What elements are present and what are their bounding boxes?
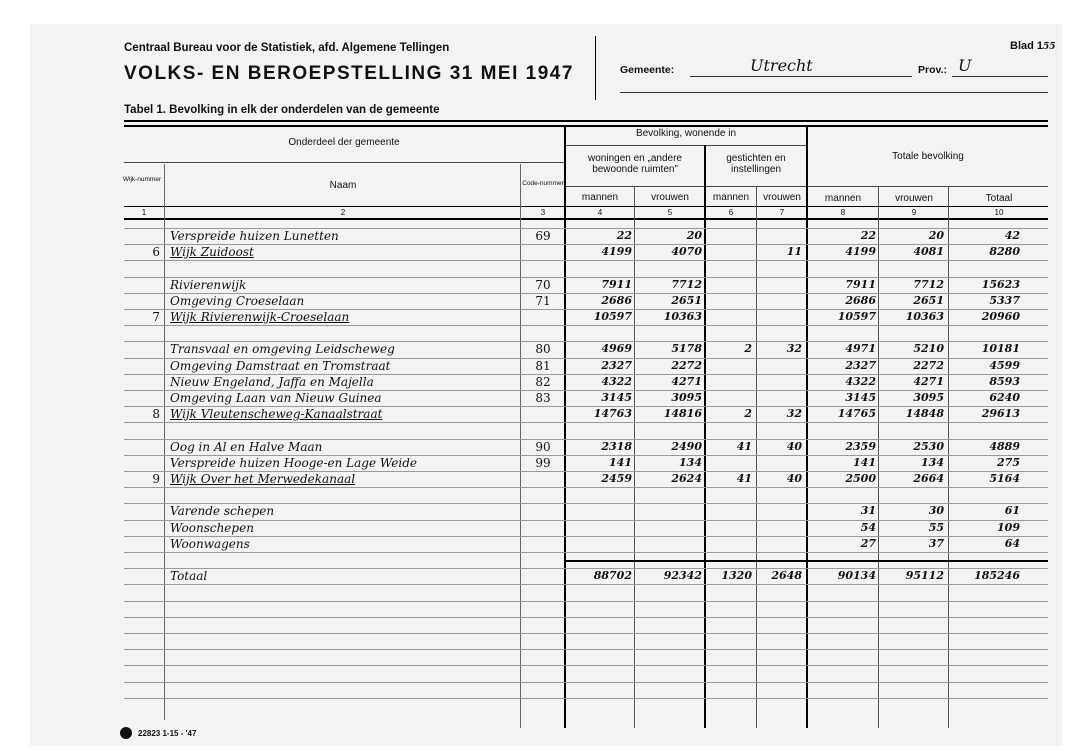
bureau-line: Centraal Bureau voor de Statistiek, afd. Algemene Tellingen <box>124 42 450 54</box>
value-wm: 22 <box>616 229 632 242</box>
value-tm: 2686 <box>845 294 876 307</box>
value-wv: 10363 <box>663 310 702 323</box>
value-tm: 22 <box>860 229 876 242</box>
value-wv: 3095 <box>671 391 702 404</box>
value-tm: 14765 <box>837 407 876 420</box>
table-title: Tabel 1. Bevolking in elk der onderdelen van de gemeente <box>124 104 440 116</box>
prov-value: U <box>958 56 972 75</box>
code-number: 99 <box>535 456 551 470</box>
value-wm: 10597 <box>593 310 632 323</box>
gestichten-header: gestichten en instellingen <box>726 153 786 175</box>
value-wm: 2459 <box>601 472 632 485</box>
totaal-totaal-header: Totaal <box>985 193 1013 204</box>
row-rule <box>124 665 1048 666</box>
totaal-mannen-header: mannen <box>824 193 862 204</box>
value-tm: 3145 <box>845 391 876 404</box>
value-tv: 4271 <box>913 375 944 388</box>
bevolking-wonende-rule <box>566 145 808 146</box>
naam-header: Naam <box>329 180 357 191</box>
total-rule <box>564 560 1048 562</box>
value-tv: 20 <box>928 229 944 242</box>
value-tm: 2327 <box>845 359 876 372</box>
totaal-vrouwen-header: vrouwen <box>895 193 933 204</box>
value-tv: 3095 <box>913 391 944 404</box>
row-name: Totaal <box>170 569 208 583</box>
value-tt: 8280 <box>989 245 1020 258</box>
woningen-header: woningen en „andere bewoonde ruimten” <box>588 153 682 175</box>
value-tv: 95112 <box>905 569 944 582</box>
gestichten-col-line <box>806 125 808 728</box>
value-tm: 141 <box>853 456 876 469</box>
value-tt: 15623 <box>981 278 1020 291</box>
woningen-vrouwen-header: vrouwen <box>651 192 689 203</box>
row-name: Nieuw Engeland, Jaffa en Majella <box>170 375 374 389</box>
value-tm: 10597 <box>837 310 876 323</box>
value-wv: 2272 <box>671 359 702 372</box>
value-tt: 8593 <box>989 375 1020 388</box>
row-rule <box>124 601 1048 602</box>
value-tv: 5210 <box>913 342 944 355</box>
table-title-rule <box>124 120 1048 122</box>
blad-number: 55 <box>1043 42 1056 52</box>
wijk-header: Wijk-nummer <box>122 176 162 183</box>
prov-line <box>952 76 1048 77</box>
gemeente-label: Gemeente: <box>620 64 675 76</box>
value-wm: 88702 <box>593 569 632 582</box>
blad-label-text: Blad 1 <box>1010 40 1044 52</box>
row-name: Wijk Over het Merwedekanaal <box>170 472 356 486</box>
value-gm: 1320 <box>721 569 752 582</box>
onderdeel-header: Onderdeel der gemeente <box>288 137 400 148</box>
row-rule <box>124 649 1048 650</box>
prov-label: Prov.: <box>918 64 947 76</box>
row-rule <box>124 617 1048 618</box>
row-rule <box>124 552 1048 553</box>
value-tv: 134 <box>921 456 944 469</box>
header-divider <box>595 36 596 100</box>
wijk-number: 9 <box>152 472 160 486</box>
naam-col-line <box>520 164 521 728</box>
row-name: Transvaal en omgeving Leidscheweg <box>170 342 395 356</box>
value-tt: 4889 <box>989 440 1020 453</box>
value-tm: 2500 <box>845 472 876 485</box>
code-header: Code-nummer <box>522 180 564 187</box>
code-number: 71 <box>535 294 551 308</box>
print-code: 22823 1-15 - '47 <box>138 729 197 738</box>
wijk-col-line <box>164 164 165 720</box>
value-tt: 5337 <box>989 294 1020 307</box>
value-tv: 14848 <box>905 407 944 420</box>
column-number: 1 <box>141 208 147 217</box>
wijk-number: 8 <box>152 407 160 421</box>
value-tm: 54 <box>860 521 876 534</box>
row-rule <box>124 325 1048 326</box>
value-tm: 7911 <box>845 278 876 291</box>
code-col-line <box>564 125 566 728</box>
row-name: Oog in Al en Halve Maan <box>170 440 323 454</box>
row-name: Omgeving Croeselaan <box>170 294 305 308</box>
value-tt: 64 <box>1004 537 1020 550</box>
row-name: Wijk Zuidoost <box>170 245 254 259</box>
value-tm: 4199 <box>845 245 876 258</box>
column-number: 3 <box>540 208 546 217</box>
row-name: Woonschepen <box>170 521 254 535</box>
form-title: VOLKS- EN BEROEPSTELLING 31 MEI 1947 <box>124 63 574 84</box>
gm-col-line <box>756 186 757 728</box>
wijk-number: 7 <box>152 310 160 324</box>
value-wm: 2327 <box>601 359 632 372</box>
value-wv: 5178 <box>671 342 702 355</box>
value-tm: 2359 <box>845 440 876 453</box>
code-number: 81 <box>535 359 551 373</box>
value-wm: 14763 <box>593 407 632 420</box>
gestichten-mannen-header: mannen <box>712 192 750 203</box>
value-gv: 32 <box>786 407 802 420</box>
tv-col-line <box>948 186 949 728</box>
blad-label <box>1010 40 1056 52</box>
value-wm: 7911 <box>601 278 632 291</box>
value-wv: 2624 <box>671 472 702 485</box>
value-wm: 3145 <box>601 391 632 404</box>
gemeente-line <box>690 76 912 77</box>
value-tt: 29613 <box>981 407 1020 420</box>
value-wm: 2318 <box>601 440 632 453</box>
row-name: Wijk Rivierenwijk-Croeselaan <box>170 310 350 324</box>
value-tt: 42 <box>1004 229 1020 242</box>
value-tv: 2272 <box>913 359 944 372</box>
value-gv: 40 <box>786 472 802 485</box>
value-gm: 2 <box>744 407 752 420</box>
row-name: Verspreide huizen Lunetten <box>170 229 339 243</box>
value-tt: 185246 <box>974 569 1020 582</box>
value-tv: 7712 <box>913 278 944 291</box>
colno-top-rule <box>124 206 1048 207</box>
code-number: 69 <box>535 229 551 243</box>
row-name: Wijk Vleutenscheweg-Kanaalstraat <box>170 407 383 421</box>
value-wv: 20 <box>686 229 702 242</box>
row-rule <box>124 260 1048 261</box>
value-tv: 55 <box>928 521 944 534</box>
value-tv: 30 <box>928 504 944 517</box>
code-number: 70 <box>535 278 551 292</box>
row-name: Omgeving Damstraat en Tromstraat <box>170 359 391 373</box>
value-gm: 41 <box>736 440 752 453</box>
row-name: Verspreide huizen Hooge-en Lage Weide <box>170 456 417 470</box>
value-wv: 4070 <box>671 245 702 258</box>
value-wm: 4199 <box>601 245 632 258</box>
value-gm: 2 <box>744 342 752 355</box>
value-tm: 31 <box>860 504 876 517</box>
column-number: 8 <box>840 208 846 217</box>
code-number: 80 <box>535 342 551 356</box>
row-name: Omgeving Laan van Nieuw Guinea <box>170 391 382 405</box>
value-tv: 37 <box>928 537 944 550</box>
value-wm: 141 <box>609 456 632 469</box>
code-number: 83 <box>535 391 551 405</box>
value-wv: 4271 <box>671 375 702 388</box>
value-wv: 134 <box>679 456 702 469</box>
value-tt: 275 <box>997 456 1020 469</box>
value-tv: 2651 <box>913 294 944 307</box>
value-wv: 92342 <box>663 569 702 582</box>
value-tt: 61 <box>1004 504 1020 517</box>
row-rule <box>124 487 1048 488</box>
value-wv: 7712 <box>671 278 702 291</box>
value-tm: 90134 <box>837 569 876 582</box>
value-tm: 4322 <box>845 375 876 388</box>
wm-col-line <box>634 186 635 728</box>
totale-bevolking-header: Totale bevolking <box>892 151 964 162</box>
woningen-col-line <box>704 145 706 728</box>
row-name: Woonwagens <box>170 537 250 551</box>
column-number: 6 <box>728 208 734 217</box>
row-name: Rivierenwijk <box>170 278 247 292</box>
value-tm: 27 <box>860 537 876 550</box>
value-tv: 4081 <box>913 245 944 258</box>
value-gv: 11 <box>786 245 802 258</box>
colno-bottom-rule <box>124 218 1048 220</box>
value-tt: 4599 <box>989 359 1020 372</box>
column-number: 9 <box>911 208 917 217</box>
value-tm: 4971 <box>845 342 876 355</box>
value-wm: 4969 <box>601 342 632 355</box>
onderdeel-rule <box>124 162 564 163</box>
row-rule <box>124 698 1048 699</box>
value-wm: 4322 <box>601 375 632 388</box>
row-rule <box>124 422 1048 423</box>
tm-col-line <box>878 186 879 728</box>
value-gv: 40 <box>786 440 802 453</box>
value-tv: 10363 <box>905 310 944 323</box>
row-rule <box>124 682 1048 683</box>
column-number: 7 <box>779 208 785 217</box>
row-name: Varende schepen <box>170 504 275 518</box>
cbs-logo-icon <box>120 727 132 739</box>
value-tv: 2530 <box>913 440 944 453</box>
value-wv: 2651 <box>671 294 702 307</box>
code-number: 90 <box>535 440 551 454</box>
bevolking-wonende-header: Bevolking, wonende in <box>635 128 737 139</box>
gemeente-value: Utrecht <box>750 56 813 75</box>
value-gv: 2648 <box>771 569 802 582</box>
column-number: 5 <box>667 208 673 217</box>
value-tt: 109 <box>997 521 1020 534</box>
code-number: 82 <box>535 375 551 389</box>
value-tt: 20960 <box>981 310 1020 323</box>
value-gm: 41 <box>736 472 752 485</box>
value-tt: 6240 <box>989 391 1020 404</box>
row-rule <box>124 584 1048 585</box>
wijk-number: 6 <box>152 245 160 259</box>
value-tt: 5164 <box>989 472 1020 485</box>
column-number: 2 <box>340 208 346 217</box>
value-wv: 2490 <box>671 440 702 453</box>
value-gv: 32 <box>786 342 802 355</box>
column-number: 10 <box>994 208 1004 217</box>
value-wv: 14816 <box>663 407 702 420</box>
table-top-rule <box>124 125 1048 127</box>
woningen-mannen-header: mannen <box>581 192 619 203</box>
header-extra-line <box>620 92 1048 93</box>
value-tt: 10181 <box>981 342 1020 355</box>
value-tv: 2664 <box>913 472 944 485</box>
gestichten-vrouwen-header: vrouwen <box>763 192 801 203</box>
column-number: 4 <box>597 208 603 217</box>
row-rule <box>124 633 1048 634</box>
value-wm: 2686 <box>601 294 632 307</box>
